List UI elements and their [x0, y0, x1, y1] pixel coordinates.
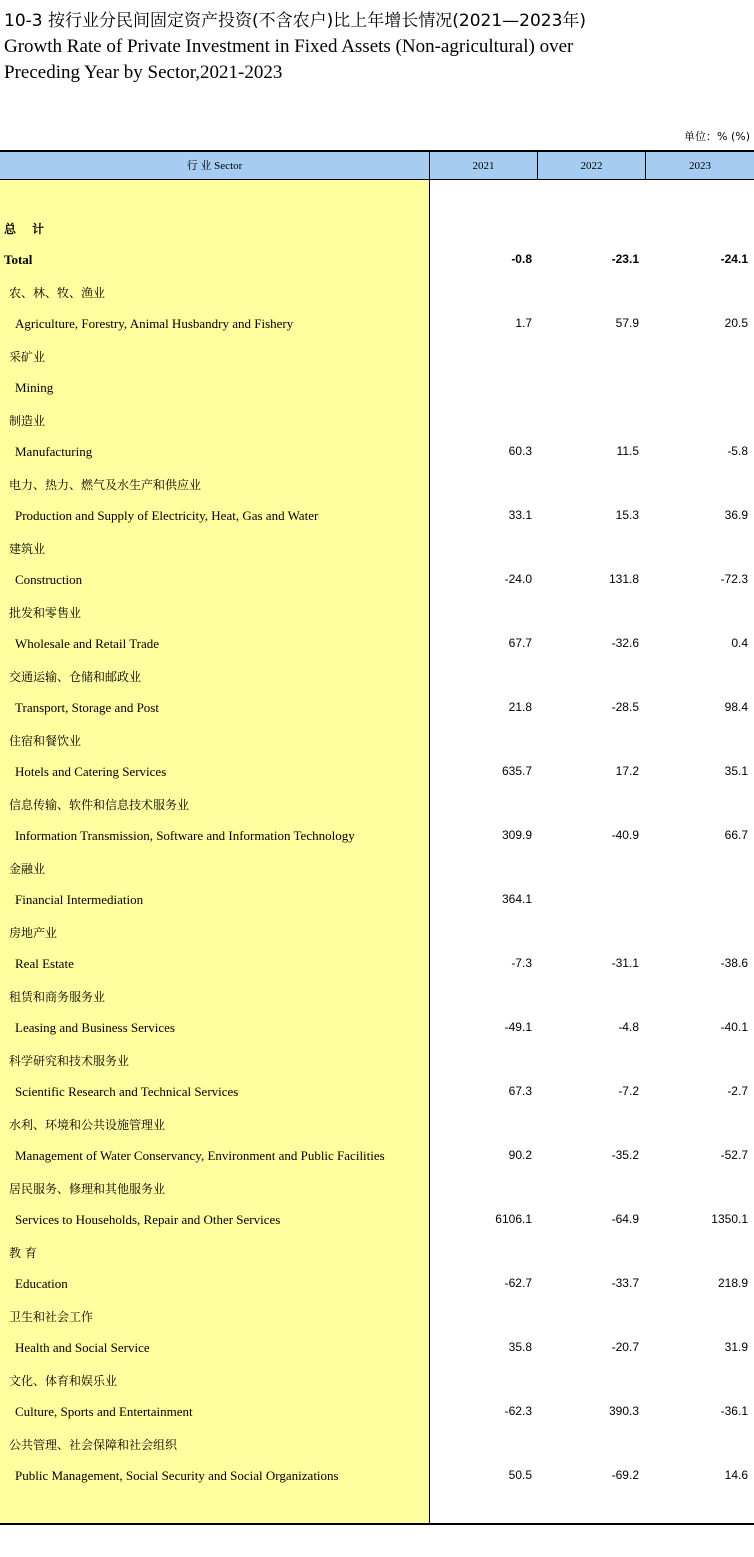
value-cell: -49.1	[504, 1020, 532, 1034]
value-cell: 364.1	[501, 892, 532, 906]
value-cell: 131.8	[608, 572, 639, 586]
table-row	[0, 1238, 754, 1270]
table-row	[0, 214, 754, 246]
sector-name-en: Manufacturing	[15, 444, 93, 459]
sector-name-cn: 农、林、牧、渔业	[9, 286, 106, 300]
table-row	[0, 1302, 754, 1334]
table-row	[0, 438, 754, 470]
table-row	[0, 630, 754, 662]
value-cell: 98.4	[724, 700, 748, 714]
sector-name-en: Real Estate	[15, 956, 74, 971]
table-row	[0, 374, 754, 406]
table-title-en-line1: Growth Rate of Private Investment in Fixed Assets (Non-agricultural) over	[4, 36, 574, 57]
sector-name-cn: 信息传输、软件和信息技术服务业	[9, 798, 190, 812]
sector-name-en: Management of Water Conservancy, Environment and Public Facilities	[15, 1148, 385, 1163]
value-cell: 14.6	[724, 1468, 748, 1482]
value-cell: 67.7	[508, 636, 532, 650]
sector-name-en: Culture, Sports and Entertainment	[15, 1404, 193, 1419]
value-cell: 6106.1	[495, 1212, 532, 1226]
table-row	[0, 1014, 754, 1046]
table-row	[0, 1366, 754, 1398]
value-cell: -4.8	[618, 1020, 639, 1034]
sector-name-cn: 住宿和餐饮业	[9, 734, 82, 748]
sector-name-cn: 水利、环境和公共设施管理业	[9, 1118, 166, 1132]
header-sector: 行 业 Sector	[186, 160, 243, 172]
value-cell: -0.8	[511, 252, 532, 266]
table-row	[0, 726, 754, 758]
table-row	[0, 566, 754, 598]
value-cell: -38.6	[720, 956, 748, 970]
sector-name-en: Services to Households, Repair and Other Services	[15, 1212, 281, 1227]
table-row	[0, 822, 754, 854]
table-row	[0, 1462, 754, 1494]
sector-name-en: Health and Social Service	[15, 1340, 150, 1355]
table-row	[0, 1110, 754, 1142]
value-cell: -52.7	[720, 1148, 748, 1162]
sector-name-en: Agriculture, Forestry, Animal Husbandry and Fishery	[15, 316, 294, 331]
table-row	[0, 1142, 754, 1174]
sector-name-en: Mining	[15, 380, 54, 395]
value-cell: -23.1	[611, 252, 639, 266]
header-year-2021: 2021	[472, 160, 495, 172]
table-title-en-line2: Preceding Year by Sector,2021-2023	[4, 62, 283, 83]
sector-name-en: Production and Supply of Electricity, Heat, Gas and Water	[15, 508, 319, 523]
table-row	[0, 758, 754, 790]
value-cell: 66.7	[724, 828, 748, 842]
value-cell: -33.7	[611, 1276, 639, 1290]
value-cell: -24.1	[720, 252, 748, 266]
sector-name-cn: 制造业	[9, 414, 46, 428]
header-year-2022: 2022	[580, 160, 603, 172]
table-row	[0, 694, 754, 726]
value-cell: -64.9	[611, 1212, 639, 1226]
sector-name-cn: 教 育	[9, 1246, 37, 1260]
sector-name-cn: 文化、体育和娱乐业	[9, 1374, 118, 1388]
sector-name-en: Total	[4, 252, 33, 267]
value-cell: -36.1	[720, 1404, 748, 1418]
value-cell: -2.7	[727, 1084, 748, 1098]
table-row	[0, 246, 754, 278]
value-cell: 50.5	[508, 1468, 532, 1482]
table-row	[0, 342, 754, 374]
sector-name-cn: 总 计	[4, 222, 51, 236]
value-cell: 17.2	[615, 764, 639, 778]
sector-name-cn: 公共管理、社会保障和社会组织	[9, 1438, 178, 1452]
sector-name-cn: 科学研究和技术服务业	[9, 1054, 130, 1068]
table-row	[0, 918, 754, 950]
value-cell: 67.3	[508, 1084, 532, 1098]
sector-name-cn: 电力、热力、燃气及水生产和供应业	[9, 478, 202, 492]
sector-name-en: Financial Intermediation	[15, 892, 144, 907]
sector-name-cn: 交通运输、仓储和邮政业	[9, 670, 142, 684]
value-cell: 11.5	[616, 444, 639, 458]
sector-name-en: Wholesale and Retail Trade	[15, 636, 160, 651]
table-row	[0, 310, 754, 342]
table-row	[0, 1078, 754, 1110]
table-row	[0, 1398, 754, 1430]
table-header	[0, 150, 754, 180]
value-cell: -24.0	[504, 572, 532, 586]
table-row	[0, 662, 754, 694]
value-cell: -28.5	[611, 700, 639, 714]
value-cell: 15.3	[615, 508, 639, 522]
value-cell: -7.3	[511, 956, 532, 970]
sector-name-en: Hotels and Catering Services	[15, 764, 167, 779]
value-cell: -31.1	[611, 956, 639, 970]
table-row	[0, 406, 754, 438]
value-cell: 31.9	[724, 1340, 748, 1354]
value-cell: 390.3	[608, 1404, 639, 1418]
value-cell: 309.9	[501, 828, 532, 842]
value-cell: 218.9	[717, 1276, 748, 1290]
value-cell: -35.2	[611, 1148, 639, 1162]
sector-name-cn: 建筑业	[9, 542, 46, 556]
table-title-cn: 10-3 按行业分民间固定资产投资(不含农户)比上年增长情况(2021—2023年)	[4, 11, 587, 31]
sector-name-cn: 批发和零售业	[9, 606, 82, 620]
value-cell: -7.2	[618, 1084, 639, 1098]
sector-name-en: Public Management, Social Security and Social Organizations	[15, 1468, 339, 1483]
table-bottom-rule	[0, 1523, 754, 1525]
table-row	[0, 886, 754, 918]
sector-name-cn: 金融业	[9, 862, 46, 876]
table-row	[0, 1174, 754, 1206]
value-cell: 21.8	[508, 700, 532, 714]
data-table	[0, 150, 754, 1524]
sector-name-en: Construction	[15, 572, 83, 587]
table-row	[0, 1430, 754, 1462]
value-cell: 20.5	[724, 316, 748, 330]
table-row	[0, 854, 754, 886]
table-row	[0, 534, 754, 566]
sector-name-en: Transport, Storage and Post	[15, 700, 159, 715]
sector-name-en: Scientific Research and Technical Services	[15, 1084, 239, 1099]
header-year-2023: 2023	[689, 160, 711, 172]
table-row	[0, 1046, 754, 1078]
value-cell: 35.1	[724, 764, 748, 778]
table-row	[0, 502, 754, 534]
table-row	[0, 982, 754, 1014]
sector-name-en: Leasing and Business Services	[15, 1020, 175, 1035]
unit-label: 单位：% (%)	[684, 130, 750, 143]
value-cell: 1.7	[515, 316, 532, 330]
value-cell: 90.2	[508, 1148, 532, 1162]
table-row	[0, 598, 754, 630]
sector-name-cn: 卫生和社会工作	[9, 1310, 94, 1324]
value-cell: -32.6	[611, 636, 639, 650]
table-row	[0, 790, 754, 822]
value-cell: 57.9	[615, 316, 639, 330]
value-cell: -62.3	[504, 1404, 532, 1418]
table-row	[0, 278, 754, 310]
sector-name-en: Information Transmission, Software and Information Technology	[15, 828, 355, 843]
sector-name-cn: 居民服务、修理和其他服务业	[9, 1182, 166, 1196]
table-row	[0, 470, 754, 502]
value-cell: -40.9	[611, 828, 639, 842]
value-cell: 635.7	[501, 764, 532, 778]
sector-name-cn: 采矿业	[9, 350, 46, 364]
value-cell: -5.8	[727, 444, 748, 458]
value-cell: -62.7	[504, 1276, 532, 1290]
table-row	[0, 1270, 754, 1302]
value-cell: -20.7	[611, 1340, 639, 1354]
value-cell: -72.3	[720, 572, 748, 586]
table-row	[0, 1206, 754, 1238]
value-cell: 35.8	[508, 1340, 532, 1354]
table-row	[0, 1334, 754, 1366]
sector-name-cn: 租赁和商务服务业	[9, 990, 106, 1004]
value-cell: -69.2	[611, 1468, 639, 1482]
value-cell: 0.4	[731, 636, 748, 650]
sector-name-cn: 房地产业	[9, 926, 58, 940]
value-cell: 1350.1	[711, 1212, 748, 1226]
value-cell: 60.3	[508, 444, 532, 458]
value-cell: 36.9	[724, 508, 748, 522]
value-cell: 33.1	[508, 508, 532, 522]
value-cell: -40.1	[720, 1020, 748, 1034]
sector-name-en: Education	[15, 1276, 68, 1291]
table-row	[0, 950, 754, 982]
